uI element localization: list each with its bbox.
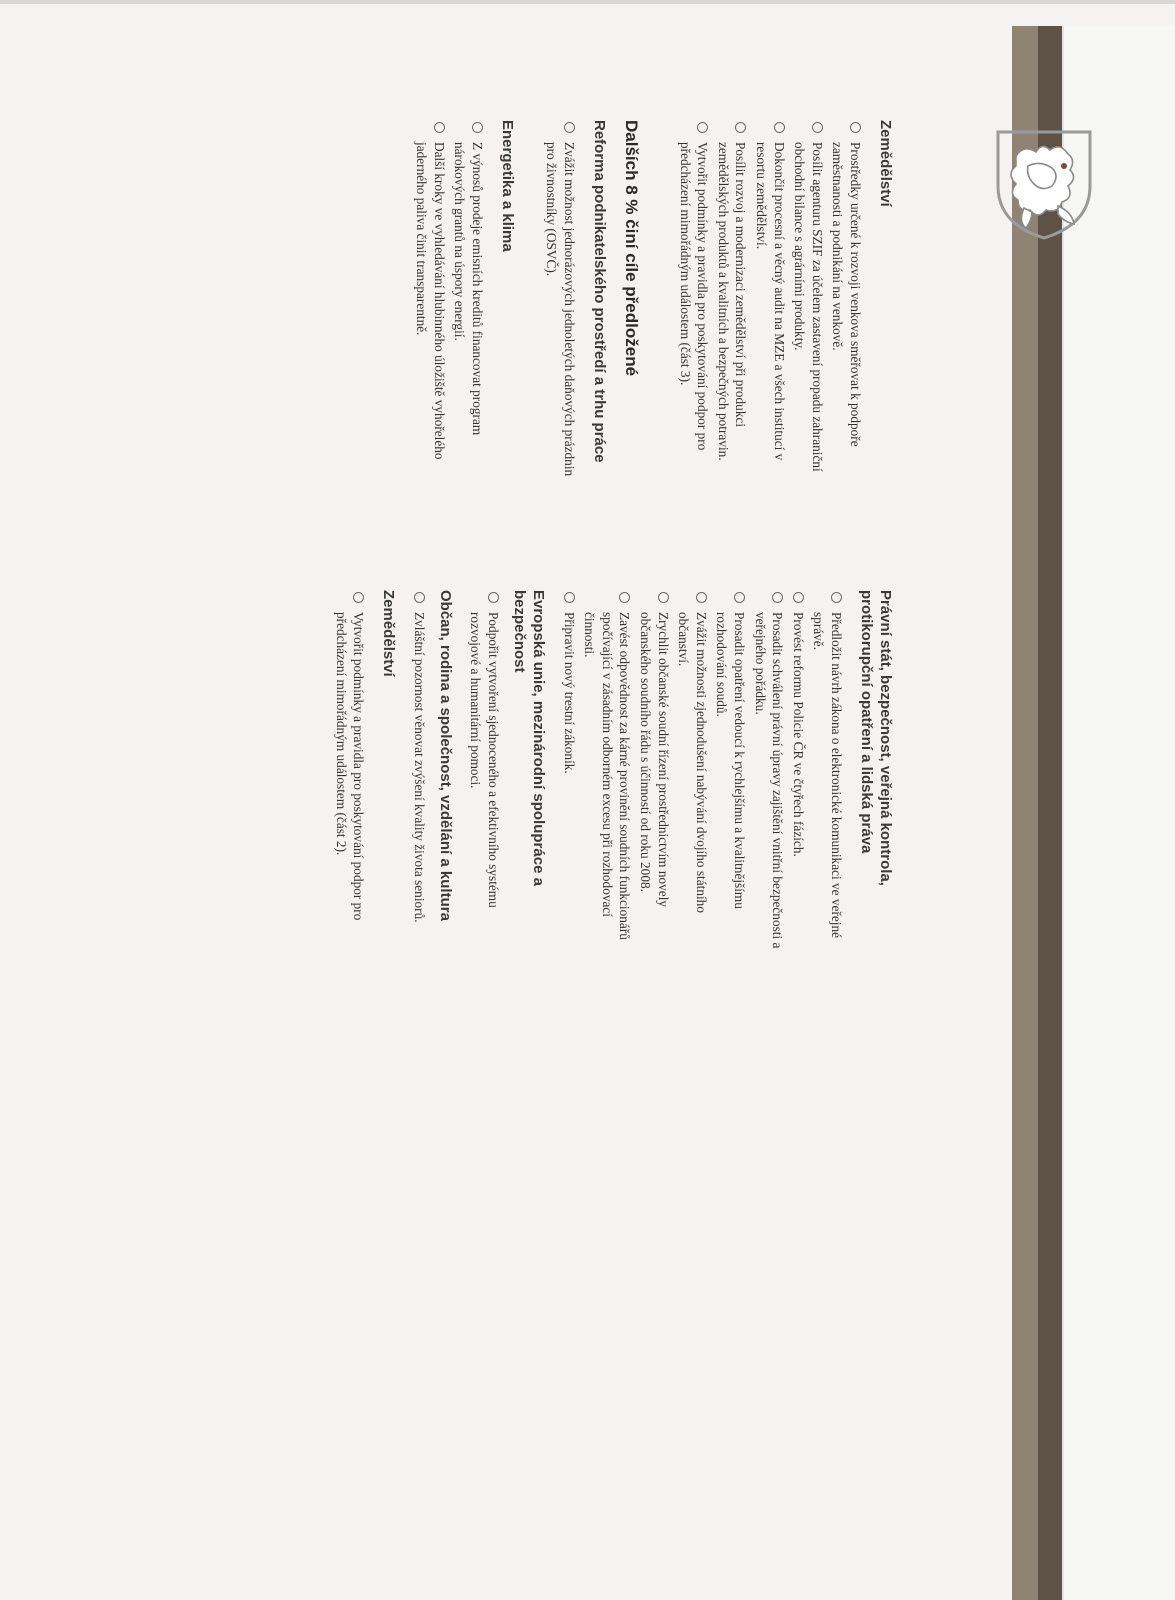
list-item [751, 590, 786, 950]
heading-pravni-stat [857, 590, 895, 950]
list-item [467, 590, 502, 950]
list-item-text: Posílit rozvoj a modernizaci zemědělství při produkci zemědělských produktů a kvalitních a bezpečných potravin. [715, 142, 749, 461]
list-item [636, 590, 671, 950]
list-pravni-stat [560, 590, 845, 950]
circle-bullet-icon [774, 122, 785, 133]
circle-bullet-icon [772, 592, 783, 603]
list-item-text: Podpořit vytvoření sjednoceného a efektivního systému rozvojové a humanitární pomoci. [468, 612, 502, 908]
list-item-text: Zvážit možnost jednorázových jednoletých daňových prázdnin pro živnostníky (OSVČ). [544, 142, 578, 477]
list-item-text: Zvláštní pozornost věnovat zvýšení kvality života seniorů. [411, 612, 427, 923]
heading-pravni-stat-line1: Právní stát, bezpečnost, veřejná kontrola, [877, 590, 894, 886]
list-item-text: Prosadit schválení právní úpravy zajištění vnitřní bezpečnosti a veřejného pořádku. [752, 612, 786, 949]
circle-bullet-icon [734, 592, 745, 603]
list-item [713, 590, 748, 950]
list-item [752, 120, 787, 480]
list-item-text: Vytvořit podmínky a pravidla pro poskytování podpor pro předcházení mimořádným událostem (část 2). [333, 612, 367, 921]
heading-pravni-stat-line2: protikorupční opatření a lidská práva [858, 590, 875, 854]
list-evropska-unie [467, 590, 502, 950]
circle-bullet-icon [793, 592, 804, 603]
circle-bullet-icon [697, 122, 708, 133]
list-zemedelstvi-2 [332, 590, 367, 950]
heading-zemedelstvi: Zemědělství [877, 120, 894, 207]
list-item [714, 120, 749, 480]
decorative-band-brown [1038, 26, 1062, 1600]
list-item [410, 590, 428, 950]
circle-bullet-icon [472, 122, 483, 133]
list-item [810, 590, 845, 950]
circle-bullet-icon [696, 592, 707, 603]
list-item-text: Předložit návrh zákona o elektronické komunikaci ve veřejné správě. [811, 612, 844, 939]
list-item [560, 590, 578, 950]
list-item-text: Další kroky ve vyhledávání hlubinného úložiště vyhořelého jaderného paliva činit transparentně. [414, 142, 447, 460]
rotated-page-content [95, 120, 895, 1520]
list-item [676, 120, 711, 480]
circle-bullet-icon [488, 592, 499, 603]
list-item [413, 120, 448, 480]
scan-top-edge [0, 0, 1175, 4]
heading-obcan: Občan, rodina a společnost, vzdělání a kultura [436, 590, 454, 921]
list-item-text: Posílit agenturu SZIF za účelem zastavení propadu zahraniční obchodní bilance s agrárními produkty. [792, 142, 825, 472]
list-item [791, 120, 826, 480]
heading-dalsich-cile: Dalších 8 % činí cíle předložené [622, 120, 642, 377]
list-item-text: Provést reformu Policie ČR ve čtyřech fázích. [790, 612, 806, 857]
list-item [789, 590, 807, 950]
circle-bullet-icon [658, 592, 669, 603]
decorative-band-tan [1012, 26, 1038, 1600]
list-item [543, 120, 578, 480]
list-item-text: Dokončit procesní a věcný audit na MZE a všech institucí v resortu zemědělství. [754, 142, 787, 461]
list-reforma [543, 120, 578, 480]
circle-bullet-icon [831, 592, 842, 603]
decorative-band-light [1062, 26, 1175, 1600]
circle-bullet-icon [735, 122, 746, 133]
circle-bullet-icon [619, 592, 630, 603]
list-item-text: Vytvořit podmínky a pravidla pro poskytování podpor pro předcházení mimořádným událostem (část 3). [677, 142, 711, 451]
circle-bullet-icon [564, 592, 575, 603]
list-item-text: Z výnosů prodeje emisních kreditů financovat program nárokových grantů na úspory energií. [452, 142, 485, 436]
list-obcan [410, 590, 428, 950]
heading-zemedelstvi-2: Zemědělství [380, 590, 398, 677]
list-item [829, 120, 864, 480]
list-item-text: Prosadit opatření vedoucí k rychlejšímu a kvalitnějšímu rozhodování soudů. [714, 612, 748, 909]
list-item-text: Zavést odpovědnost za kárné provinění soudních funkcionářů spočívající v zásadním odborném excesu při rozhodovací činnosti. [582, 612, 633, 940]
list-energetika [413, 120, 486, 480]
heading-evropska-unie: Evropská unie, mezinárodní spolupráce a bezpečnost [511, 590, 548, 886]
list-item [451, 120, 486, 480]
circle-bullet-icon [564, 122, 575, 133]
heading-energetika: Energetika a klima [498, 120, 516, 252]
list-item [332, 590, 367, 950]
czech-lion-coat-of-arms-icon [988, 126, 1100, 242]
circle-bullet-icon [353, 592, 364, 603]
circle-bullet-icon [812, 122, 823, 133]
list-item-text: Připravit nový trestní zákoník. [561, 612, 577, 774]
heading-reforma: Reforma podnikatelského prostředí a trhu práce [591, 120, 609, 463]
right-column [332, 590, 895, 950]
list-zemedelstvi [676, 120, 864, 480]
circle-bullet-icon [414, 592, 425, 603]
circle-bullet-icon [434, 122, 445, 133]
list-item [581, 590, 634, 950]
list-item-text: Prostředky určené k rozvoji venkova směřovat k podpoře zaměstnanosti a podnikání na venkově. [830, 142, 863, 447]
circle-bullet-icon [850, 122, 861, 133]
list-item-text: Zvážit možnosti zjednodušení nabývání dvojího státního občanství. [676, 612, 709, 913]
list-item-text: Zrychlit občanské soudní řízení prostřednictvím novely občanského soudního řádu s účinností od roku 2008. [638, 612, 671, 908]
list-item [675, 590, 710, 950]
left-column [413, 120, 896, 480]
